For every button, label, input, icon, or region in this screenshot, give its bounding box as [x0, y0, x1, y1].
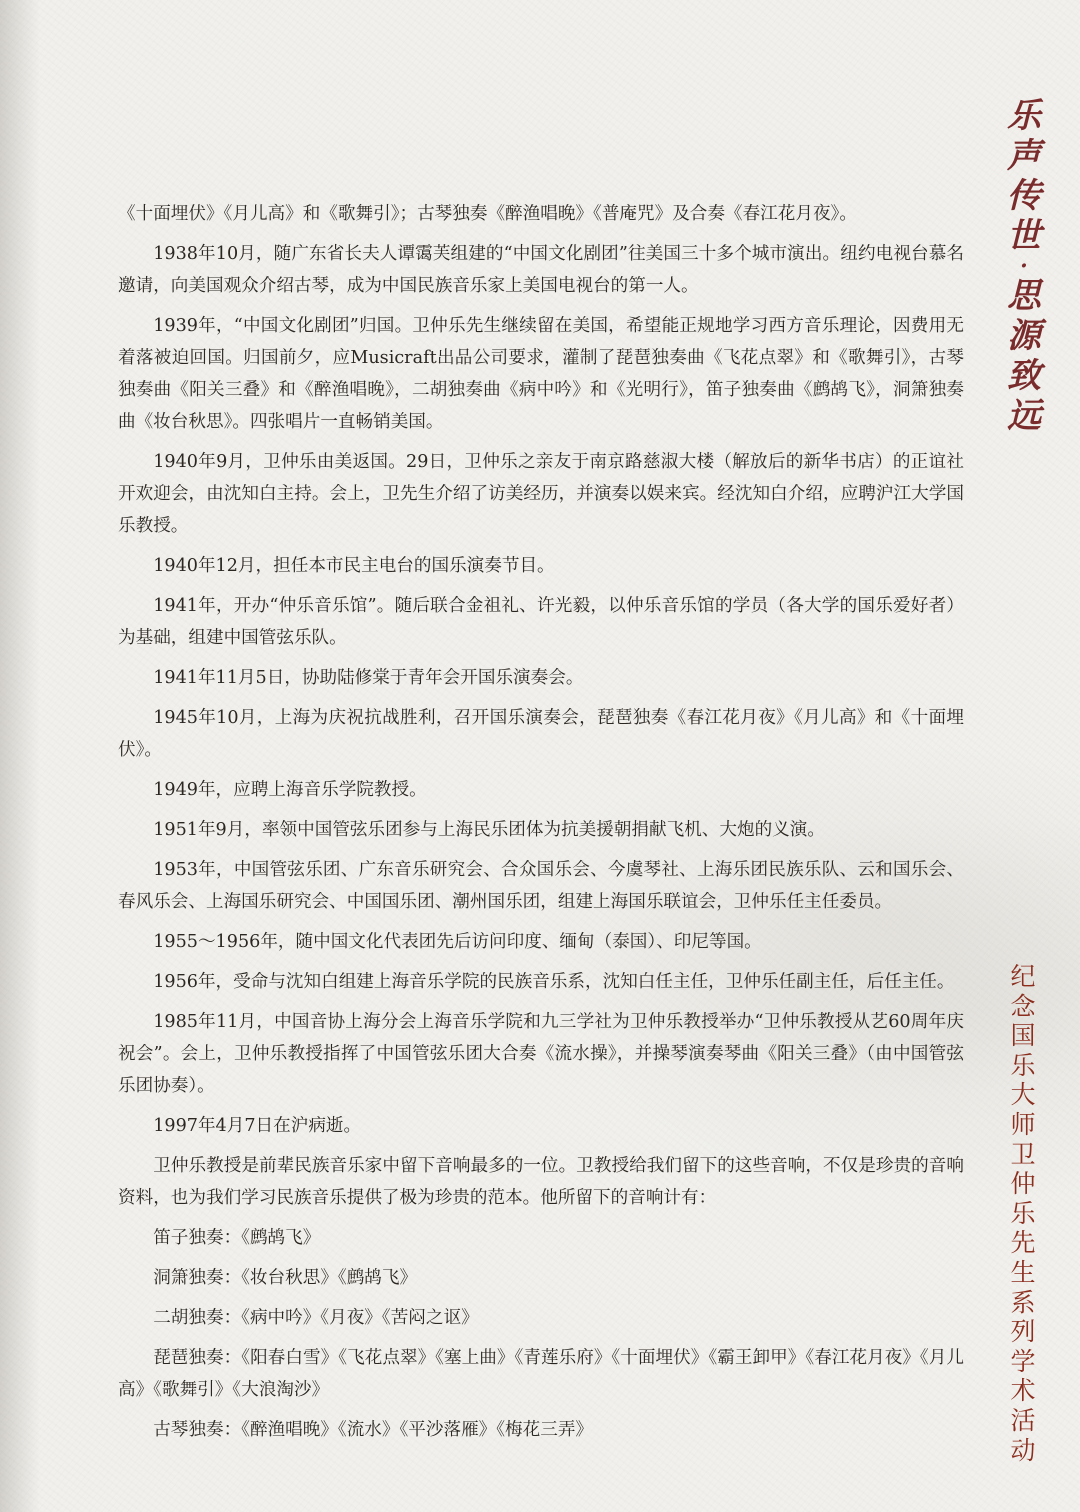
paragraph-1985: 1985年11月，中国音协上海分会上海音乐学院和九三学社为卫仲乐教授举办“卫仲乐教授从艺60周年庆祝会”。会上，卫仲乐教授指挥了中国管弦乐团大合奏《流水操》，并操琴演奏琴曲《阳关三叠》（由中国管弦乐团协奏）。 [118, 1012, 964, 1096]
title-separator: · [1020, 253, 1028, 279]
title-char: 远 [1007, 396, 1041, 436]
paragraph-1997: 1997年4月7日在沪病逝。 [153, 1116, 362, 1136]
subtitle-char: 师 [1010, 1109, 1036, 1139]
title-char: 源 [1007, 316, 1041, 356]
recording-erhu: 二胡独奏：《病中吟》《月夜》《苦闷之讴》 [153, 1308, 479, 1328]
paragraph-1940-09: 1940年9月，卫仲乐由美返国。29日，卫仲乐之亲友于南京路慈淑大楼（解放后的新华书店）的正谊社开欢迎会，由沈知白主持。会上，卫先生介绍了访美经历，并演奏以娱来宾。经沈知白介绍，应聘沪江大学国乐教授。 [118, 452, 964, 536]
subtitle-char: 生 [1010, 1257, 1036, 1287]
paragraph-1941: 1941年，开办“仲乐音乐馆”。随后联合金祖礼、许光毅，以仲乐音乐馆的学员（各大学的国乐爱好者）为基础，组建中国管弦乐队。 [118, 596, 964, 648]
title-char: 乐 [1007, 96, 1041, 136]
subtitle-char: 先 [1010, 1228, 1036, 1258]
subtitle-char: 念 [1010, 991, 1036, 1021]
paragraph-1956: 1956年，受命与沈知白组建上海音乐学院的民族音乐系，沈知白任主任，卫仲乐任副主任，后任主任。 [153, 972, 955, 992]
paragraph-1939: 1939年，“中国文化剧团”归国。卫仲乐先生继续留在美国，希望能正规地学习西方音乐理论，因费用无着落被迫回国。归国前夕，应Musicraft出品公司要求，灌制了琵琶独奏曲《飞花点翠》和《歌舞引》，古琴独奏曲《阳关三叠》和《醉渔唱晚》，二胡独奏曲《病中吟》和《光明行》，笛子独奏曲《鹧鸪飞》，洞箫独奏曲《妆台秋思》。四张唱片一直畅销美国。 [118, 316, 964, 432]
subtitle-char: 活 [1010, 1405, 1036, 1435]
title-char: 传 [1007, 176, 1041, 216]
paragraph-1945: 1945年10月，上海为庆祝抗战胜利，召开国乐演奏会，琵琶独奏《春江花月夜》《月儿高》和《十面埋伏》。 [118, 708, 964, 760]
vertical-subtitle [1006, 962, 1040, 1465]
subtitle-char: 大 [1010, 1080, 1036, 1110]
subtitle-char: 仲 [1010, 1169, 1036, 1199]
paragraph-1938: 1938年10月，随广东省长夫人谭霭芙组建的“中国文化剧团”往美国三十多个城市演出。纽约电视台慕名邀请，向美国观众介绍古琴，成为中国民族音乐家上美国电视台的第一人。 [118, 244, 964, 296]
title-char: 声 [1007, 136, 1041, 176]
title-char: 世 [1007, 216, 1041, 256]
paragraph-1949: 1949年，应聘上海音乐学院教授。 [153, 780, 427, 800]
title-char: 致 [1007, 356, 1041, 396]
article-body [118, 198, 964, 1454]
recording-guqin: 古琴独奏：《醉渔唱晚》《流水》《平沙落雁》《梅花三弄》 [153, 1420, 594, 1440]
recording-dongxiao: 洞箫独奏：《妆台秋思》《鹧鸪飞》 [153, 1268, 418, 1288]
paragraph-1940-12: 1940年12月，担任本市民主电台的国乐演奏节目。 [153, 556, 555, 576]
paragraph-1951: 1951年9月，率领中国管弦乐团参与上海民乐团体为抗美援朝捐献飞机、大炮的义演。 [153, 820, 825, 840]
vertical-title [1002, 96, 1046, 436]
subtitle-char: 纪 [1010, 962, 1036, 991]
subtitle-char: 国 [1010, 1021, 1036, 1051]
subtitle-char: 乐 [1010, 1198, 1036, 1228]
subtitle-char: 术 [1010, 1376, 1036, 1406]
paragraph-1941-11: 1941年11月5日，协助陆修棠于青年会开国乐演奏会。 [153, 668, 584, 688]
paragraph-continued: 《十面埋伏》《月儿高》和《歌舞引》；古琴独奏《醉渔唱晚》《普庵咒》及合奏《春江花月夜》。 [118, 204, 857, 224]
subtitle-char: 卫 [1010, 1139, 1036, 1169]
page-edge-shadow [0, 0, 40, 1512]
recording-pipa: 琵琶独奏：《阳春白雪》《飞花点翠》《塞上曲》《青莲乐府》《十面埋伏》《霸王卸甲》《春江花月夜》《月儿高》《歌舞引》《大浪淘沙》 [118, 1348, 964, 1400]
subtitle-char: 列 [1010, 1317, 1036, 1347]
subtitle-char: 系 [1010, 1287, 1036, 1317]
paragraph-1953: 1953年，中国管弦乐团、广东音乐研究会、合众国乐会、今虞琴社、上海乐团民族乐队、云和国乐会、春风乐会、上海国乐研究会、中国国乐团、潮州国乐团，组建上海国乐联谊会，卫仲乐任主任委员。 [118, 860, 964, 912]
subtitle-char: 学 [1010, 1346, 1036, 1376]
subtitle-char: 乐 [1010, 1050, 1036, 1080]
paragraph-recordings-intro: 卫仲乐教授是前辈民族音乐家中留下音响最多的一位。卫教授给我们留下的这些音响，不仅是珍贵的音响资料，也为我们学习民族音乐提供了极为珍贵的范本。他所留下的音响计有： [118, 1156, 964, 1208]
subtitle-char: 动 [1010, 1435, 1036, 1465]
title-char: 思 [1007, 276, 1041, 316]
recording-dizi: 笛子独奏：《鹧鸪飞》 [153, 1228, 321, 1248]
paragraph-1955: 1955～1956年，随中国文化代表团先后访问印度、缅甸（泰国）、印尼等国。 [153, 932, 762, 952]
